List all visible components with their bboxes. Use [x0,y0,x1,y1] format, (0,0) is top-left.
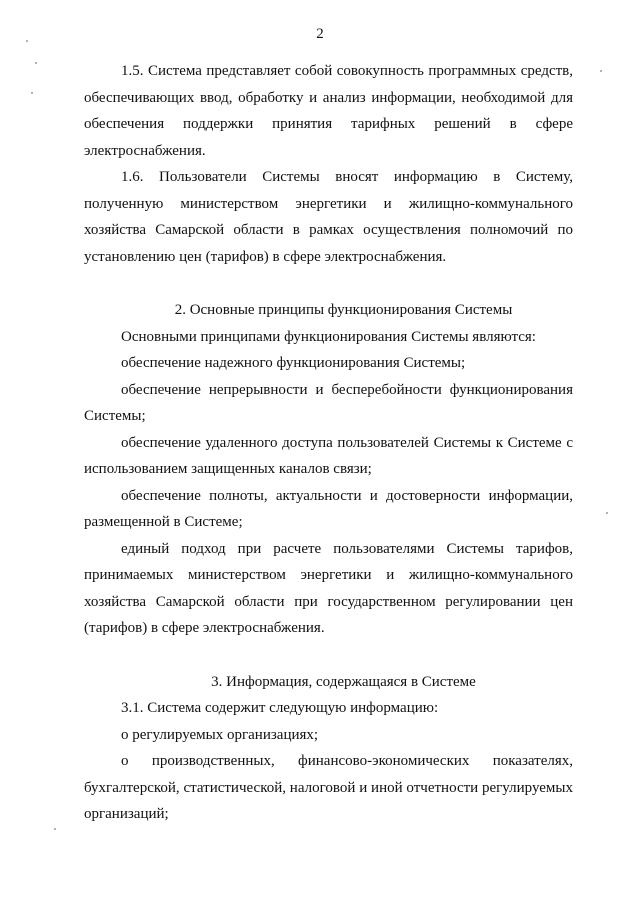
document-body [84,58,573,828]
info-indicators-reporting: о производственных, финансово-экономических показателях, бухгалтерской, статистической, налоговой и иной отчетности регулируемых организаций; [84,753,573,822]
principle-completeness: обеспечение полноты, актуальности и достоверности информации, размещенной в Системе; [84,487,573,530]
principles-intro: Основными принципами функционирования Системы являются: [121,328,536,345]
info-regulated-orgs: о регулируемых организациях; [121,726,319,743]
paragraph-1-5: 1.5. Система представляет собой совокупность программных средств, обеспечивающих ввод, обработку и анализ информации, необходимой для обеспечения поддержки принятия тарифных решений в сфере электроснабжения. [84,63,573,159]
section-3-heading: 3. Информация, содержащаяся в Системе [211,673,476,690]
scan-speck [54,828,56,830]
scan-speck [31,92,33,94]
principle-reliability: обеспечение надежного функционирования Системы; [121,355,466,371]
section-2-heading: 2. Основные принципы функционирования Системы [174,302,513,318]
scan-speck [26,40,28,42]
paragraph-1-6: 1.6. Пользователи Системы вносят информацию в Систему, полученную министерством энергетики и жилищно-коммунального хозяйства Самарской области в рамках осуществления полномочий по установлению цен (тарифов) в сфере электроснабжения. [84,169,573,265]
principle-continuity: обеспечение непрерывности и бесперебойности функционирования Системы; [84,381,573,424]
principle-remote-access: обеспечение удаленного доступа пользователей Системы к Системе с использованием защищенных каналов связи; [84,434,573,477]
scan-speck [35,62,37,64]
paragraph-3-1: 3.1. Система содержит следующую информацию: [121,700,439,716]
scan-speck [600,70,602,72]
page-number: 2 [316,26,324,42]
principle-unified-approach: единый подход при расчете пользователями Системы тарифов, принимаемых министерством энергетики и жилищно-коммунального хозяйства Самарской области при государственном регулировании цен (тарифов) в сфере электроснабжения. [84,540,573,636]
scan-speck [606,512,608,514]
